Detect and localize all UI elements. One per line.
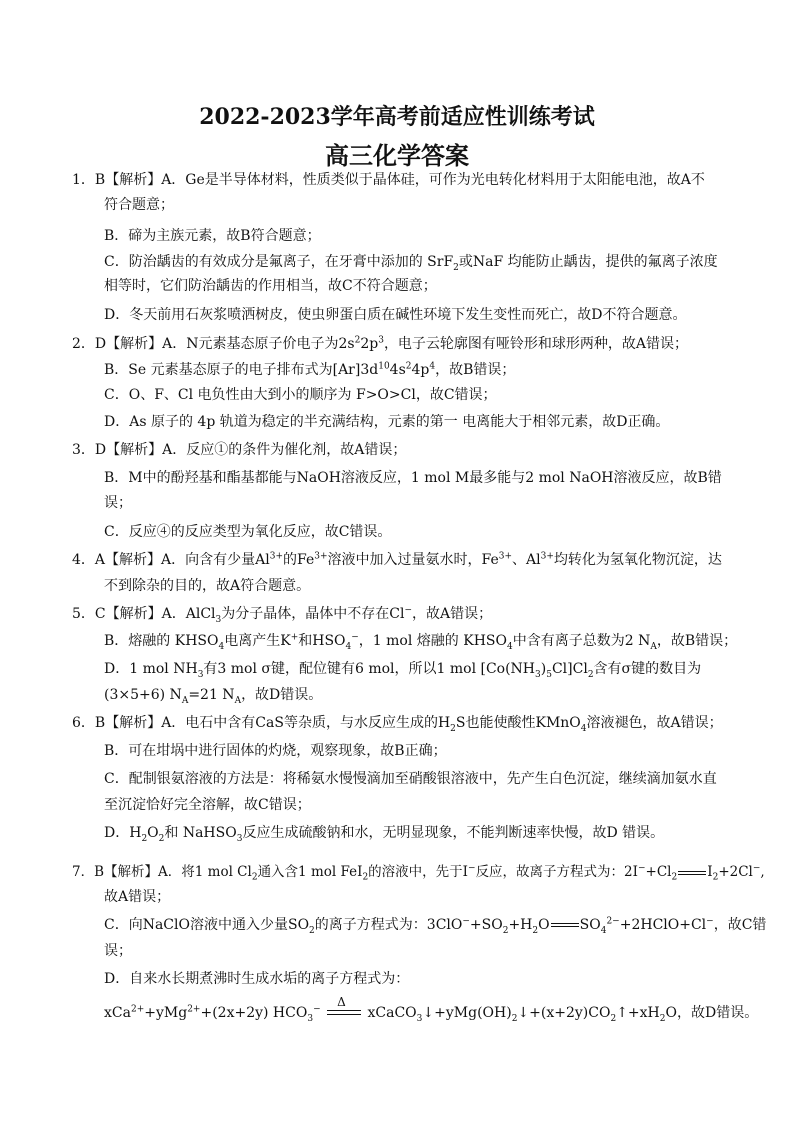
q1-line-b: B．碲为主族元素，故B符合题意；: [104, 228, 321, 244]
q2-line-b: B．Se 元素基态原子的电子排布式为$[Ar]3d^{10}4s^24p^4$，故B错误；: [104, 361, 516, 378]
q6-line-b: B．可在坩埚中进行固体的灼烧，观察现象，故B正确；: [104, 743, 447, 759]
q7-line-a2: 故A错误；: [104, 889, 171, 905]
heating-equals-sign-icon: Δ: [325, 1006, 363, 1020]
q5-line-d: D．1 mol $NH_3$有3 mol σ键，配位键有6 mol，所以1 mol $[Co(NH_3)_5Cl]Cl_2$含有σ键的数目为: [104, 661, 702, 680]
q1-line-a2: 符合题意；: [104, 197, 174, 213]
q1-line-a: 1．B【解析】A．Ge是半导体材料，性质类似于晶体硅，可作为光电转化材料用于太阳能电池，故A不: [72, 172, 705, 188]
q4-line-a: 4．A【解析】A．向含有少量$Al^{3+}$的$Fe^{3+}$溶液中加入过量氨水时，$Fe^{3+}$、$Al^{3+}$均转化为氢氧化物沉淀，达: [72, 551, 722, 568]
q5-line-b: B．熔融的 $KHSO_4$电离产生K+和$HSO_4^-$，1 mol 熔融的 $KHSO_4$中含有离子总数为2 $N_A$，故B错误；: [104, 632, 738, 652]
document-subtitle: 高三化学答案: [325, 141, 469, 170]
q1-line-c: C．防治龋齿的有效成分是氟离子，在牙膏中添加的 SrF$_2$或NaF 均能防止龋齿，提供的氟离子浓度: [104, 254, 718, 273]
q6-line-a: 6．B【解析】A．电石中含有CaS等杂质，与水反应生成的$H_2S$也能使酸性KMnO$_4$溶液褪色，故A错误；: [72, 715, 723, 734]
q1-line-d: D．冬天前用石灰浆喷洒树皮，使虫卵蛋白质在碱性环境下发生变性而死亡，故D不符合题意。: [104, 307, 687, 323]
q3-line-a: 3．D【解析】A．反应①的条件为催化剂，故A错误；: [72, 442, 407, 458]
q6-line-c2: 至沉淀恰好完全溶解，故C错误；: [104, 797, 311, 813]
q2-line-a: 2．D【解析】A．N元素基态原子价电子为$2s^22p^3$，电子云轮廓图有哑铃形和球形两种，故A错误；: [72, 335, 689, 352]
q7-line-c2: 误；: [104, 943, 132, 959]
q7-line-a: 7．B【解析】A．将1 mol $Cl_2$通入含1 mol FeI$_2$的溶液中，先于I−反应，故离子方程式为：$2I^-+Cl_2$ $I_2+2Cl^-$,: [72, 863, 765, 883]
equals-sign-icon: [550, 920, 580, 930]
q6-line-d: D．$H_2O_2$和 NaHSO$_3$反应生成硫酸钠和水，无明显现象，不能判断速率快慢，故D 错误。: [104, 825, 665, 844]
q5-line-d2: (3×5+6) $N_A=21$ $N_A$，故D错误。: [104, 687, 323, 706]
q2-line-d: D．As 原子的 4p 轨道为稳定的半充满结构，元素的第一 电离能大于相邻元素，故D正确。: [104, 414, 670, 430]
q7-line-c: C．向NaClO溶液中通入少量$SO_2$的离子方程式为：$3ClO^-+SO_2+H_2O$ $SO_4^{2-}+2HClO+Cl^-$，故C错: [104, 916, 767, 936]
equals-sign-icon: [677, 868, 707, 878]
q3-line-b2: 误；: [104, 495, 132, 511]
q4-line-a2: 不到除杂的目的，故A符合题意。: [104, 578, 311, 594]
q7-line-d: D．自来水长期煮沸时生成水垢的离子方程式为：: [104, 971, 410, 987]
q1-line-c2: 相等时，它们防治龋齿的作用相当，故C不符合题意；: [104, 278, 437, 294]
document-title: 2022-2023学年高考前适应性训练考试: [199, 104, 595, 130]
q7-equation: xCa$^{2+}$+yMg$^{2+}$+(2x+2y) $HCO_3^-$ Δ $xCaCO_3↓+yMg(OH)_2↓+(x+2y)CO_2↑+xH_2O$，故D错误。: [104, 995, 759, 1024]
q2-line-c: C．O、F、Cl 电负性由大到小的顺序为 F>O>Cl，故C错误；: [104, 387, 497, 403]
q5-line-a: 5．C【解析】A．AlCl$_3$为分子晶体，晶体中不存在Cl−，故A错误；: [72, 605, 493, 625]
q6-line-c: C．配制银氨溶液的方法是：将稀氨水慢慢滴加至硝酸银溶液中，先产生白色沉淀，继续滴加氨水直: [104, 771, 717, 787]
q3-line-b: B．M中的酚羟基和酯基都能与NaOH溶液反应，1 mol M最多能与2 mol NaOH溶液反应，故B错: [104, 470, 722, 486]
q3-line-c: C．反应④的反应类型为氧化反应，故C错误。: [104, 524, 392, 540]
